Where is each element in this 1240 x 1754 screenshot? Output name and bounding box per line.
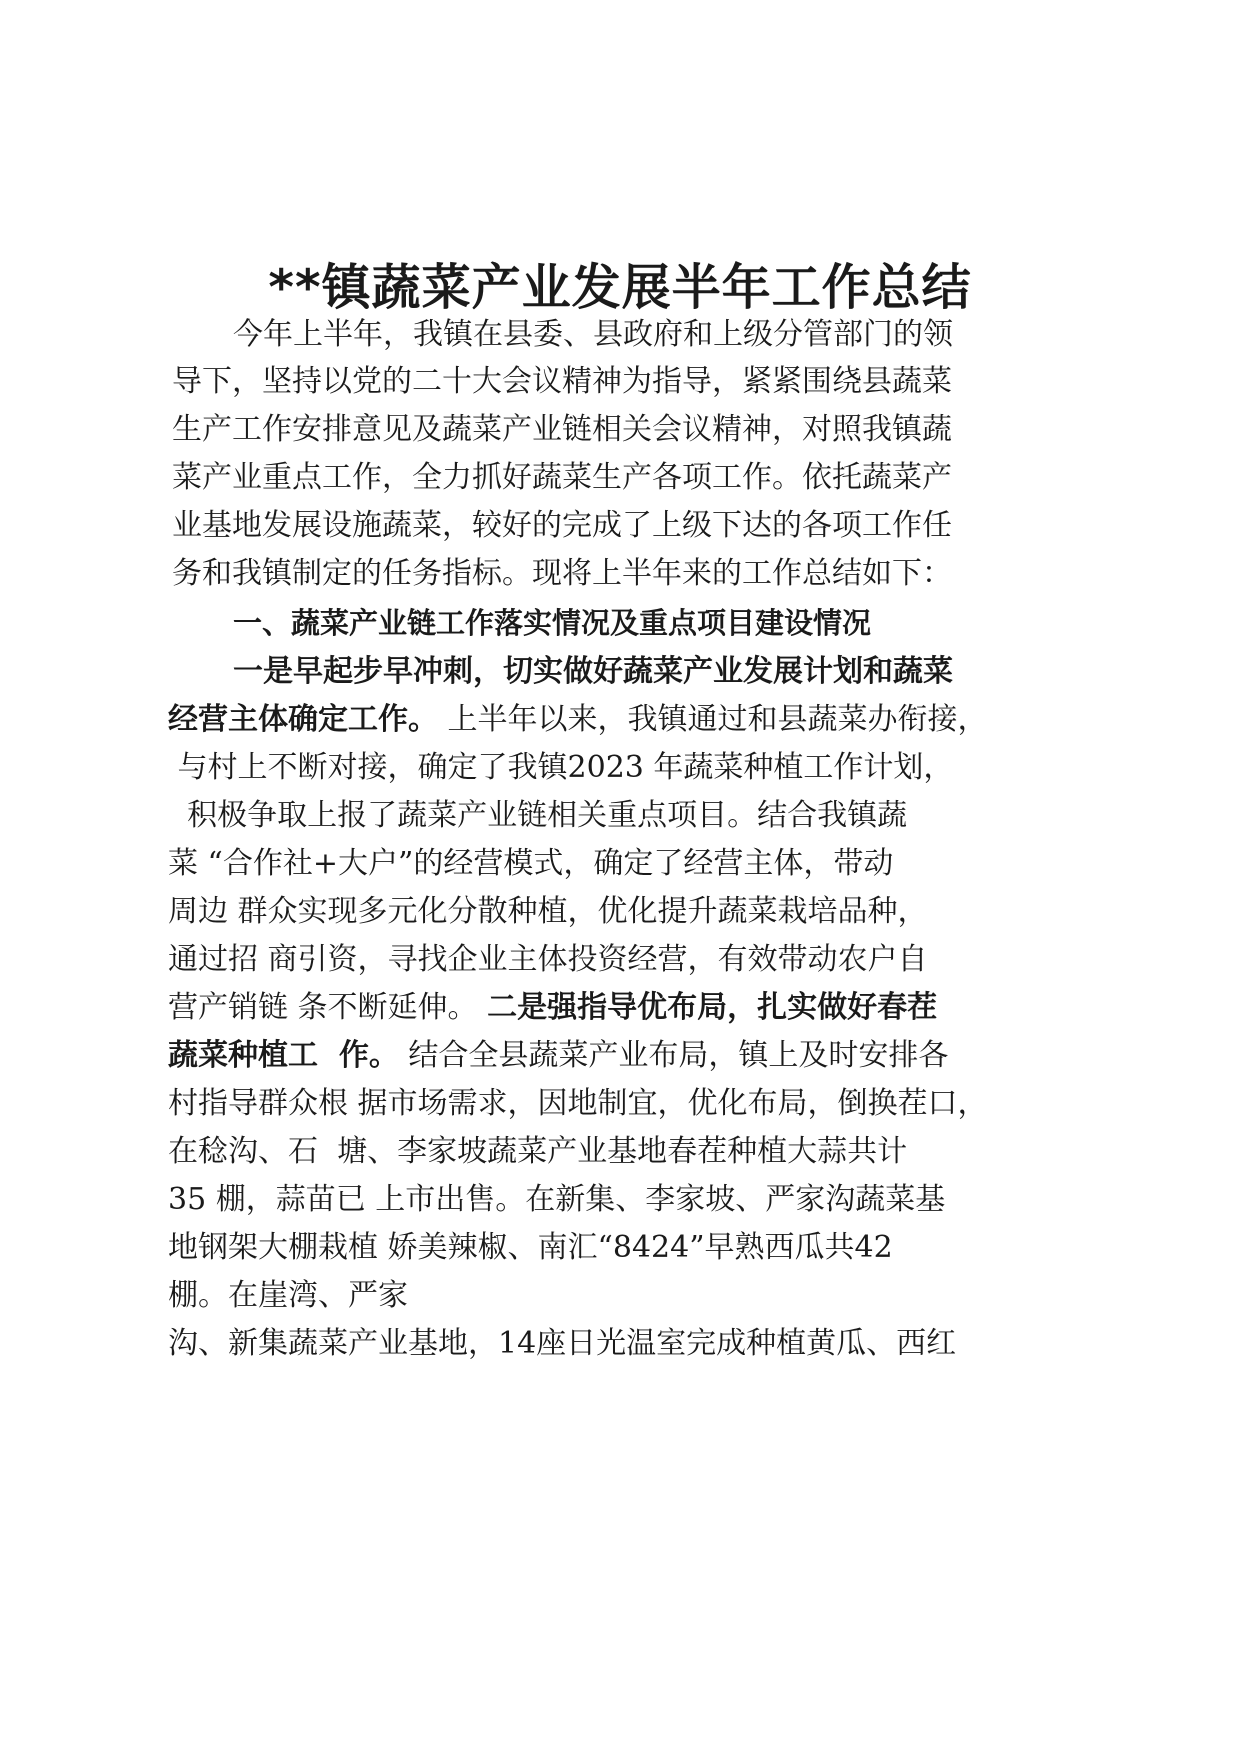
point-1-last-text: 营产销链 条不断延伸。: [168, 990, 488, 1025]
point-1-title-line-2: 经营主体确定工作。: [168, 702, 438, 737]
point-2-line-2: [168, 1036, 948, 1076]
point-1-line-4: 积极争取上报了蔬菜产业链相关重点项目。结合我镇蔬: [168, 798, 908, 833]
point-2-title-part-2: 蔬菜种植工 作。: [168, 1038, 399, 1073]
intro-line-5: 业基地发展设施蔬菜，较好的完成了上级下达的各项工作任: [172, 508, 952, 543]
point-2-title-part-1: 二是强指导优布局，扎实做好春茬: [487, 990, 938, 1025]
intro-line-4: 菜产业重点工作，全力抓好蔬菜生产各项工作。依托蔬菜产: [172, 460, 952, 495]
point-1-text-line-2: 上半年以来，我镇通过和县蔬菜办衔接，: [438, 702, 988, 737]
point-1-title-line-1: 一是早起步早冲刺，切实做好蔬菜产业发展计划和蔬菜: [233, 654, 953, 689]
intro-line-3: 生产工作安排意见及蔬菜产业链相关会议精神，对照我镇蔬: [172, 412, 952, 447]
point-1-line-6: 周边 群众实现多元化分散种植，优化提升蔬菜栽培品种，: [168, 894, 928, 929]
point-1-line-5: 菜 “合作社+大户”的经营模式，确定了经营主体，带动: [168, 846, 894, 881]
intro-line-6: 务和我镇制定的任务指标。现将上半年来的工作总结如下：: [172, 556, 952, 591]
point-2-line-4: 在稔沟、石 塘、李家坡蔬菜产业基地春茬种植大蒜共计: [168, 1134, 908, 1169]
point-1-line-3: 与村上不断对接，确定了我镇2023 年蔬菜种植工作计划，: [168, 750, 954, 785]
point-2-line-6: 地钢架大棚栽植 娇美辣椒、南汇“8424”早熟西瓜共42: [168, 1230, 893, 1265]
point-1-line-2: [168, 700, 988, 740]
document-title: **镇蔬菜产业发展半年工作总结: [268, 259, 972, 316]
point-2-text-line-1: 结合全县蔬菜产业布局，镇上及时安排各: [398, 1038, 949, 1073]
point-1-line-7: 通过招 商引资，寻找企业主体投资经营，有效带动农户自: [168, 942, 928, 977]
intro-line-2: 导下，坚持以党的二十大会议精神为指导，紧紧围绕县蔬菜: [172, 364, 952, 399]
point-1-2-transition-line: [168, 988, 937, 1028]
point-2-line-5: 35 棚，蒜苗已 上市出售。在新集、李家坡、严家沟蔬菜基: [168, 1182, 946, 1217]
point-2-line-7: 棚。在崖湾、严家: [168, 1278, 408, 1313]
intro-line-1: 今年上半年，我镇在县委、县政府和上级分管部门的领: [233, 317, 953, 352]
point-2-line-3: 村指导群众根 据市场需求，因地制宜，优化布局，倒换茬口，: [168, 1086, 988, 1121]
point-2-line-8: 沟、新集蔬菜产业基地，14座日光温室完成种植黄瓜、西红: [168, 1326, 957, 1361]
section-1-heading: 一、蔬菜产业链工作落实情况及重点项目建设情况: [233, 606, 872, 640]
